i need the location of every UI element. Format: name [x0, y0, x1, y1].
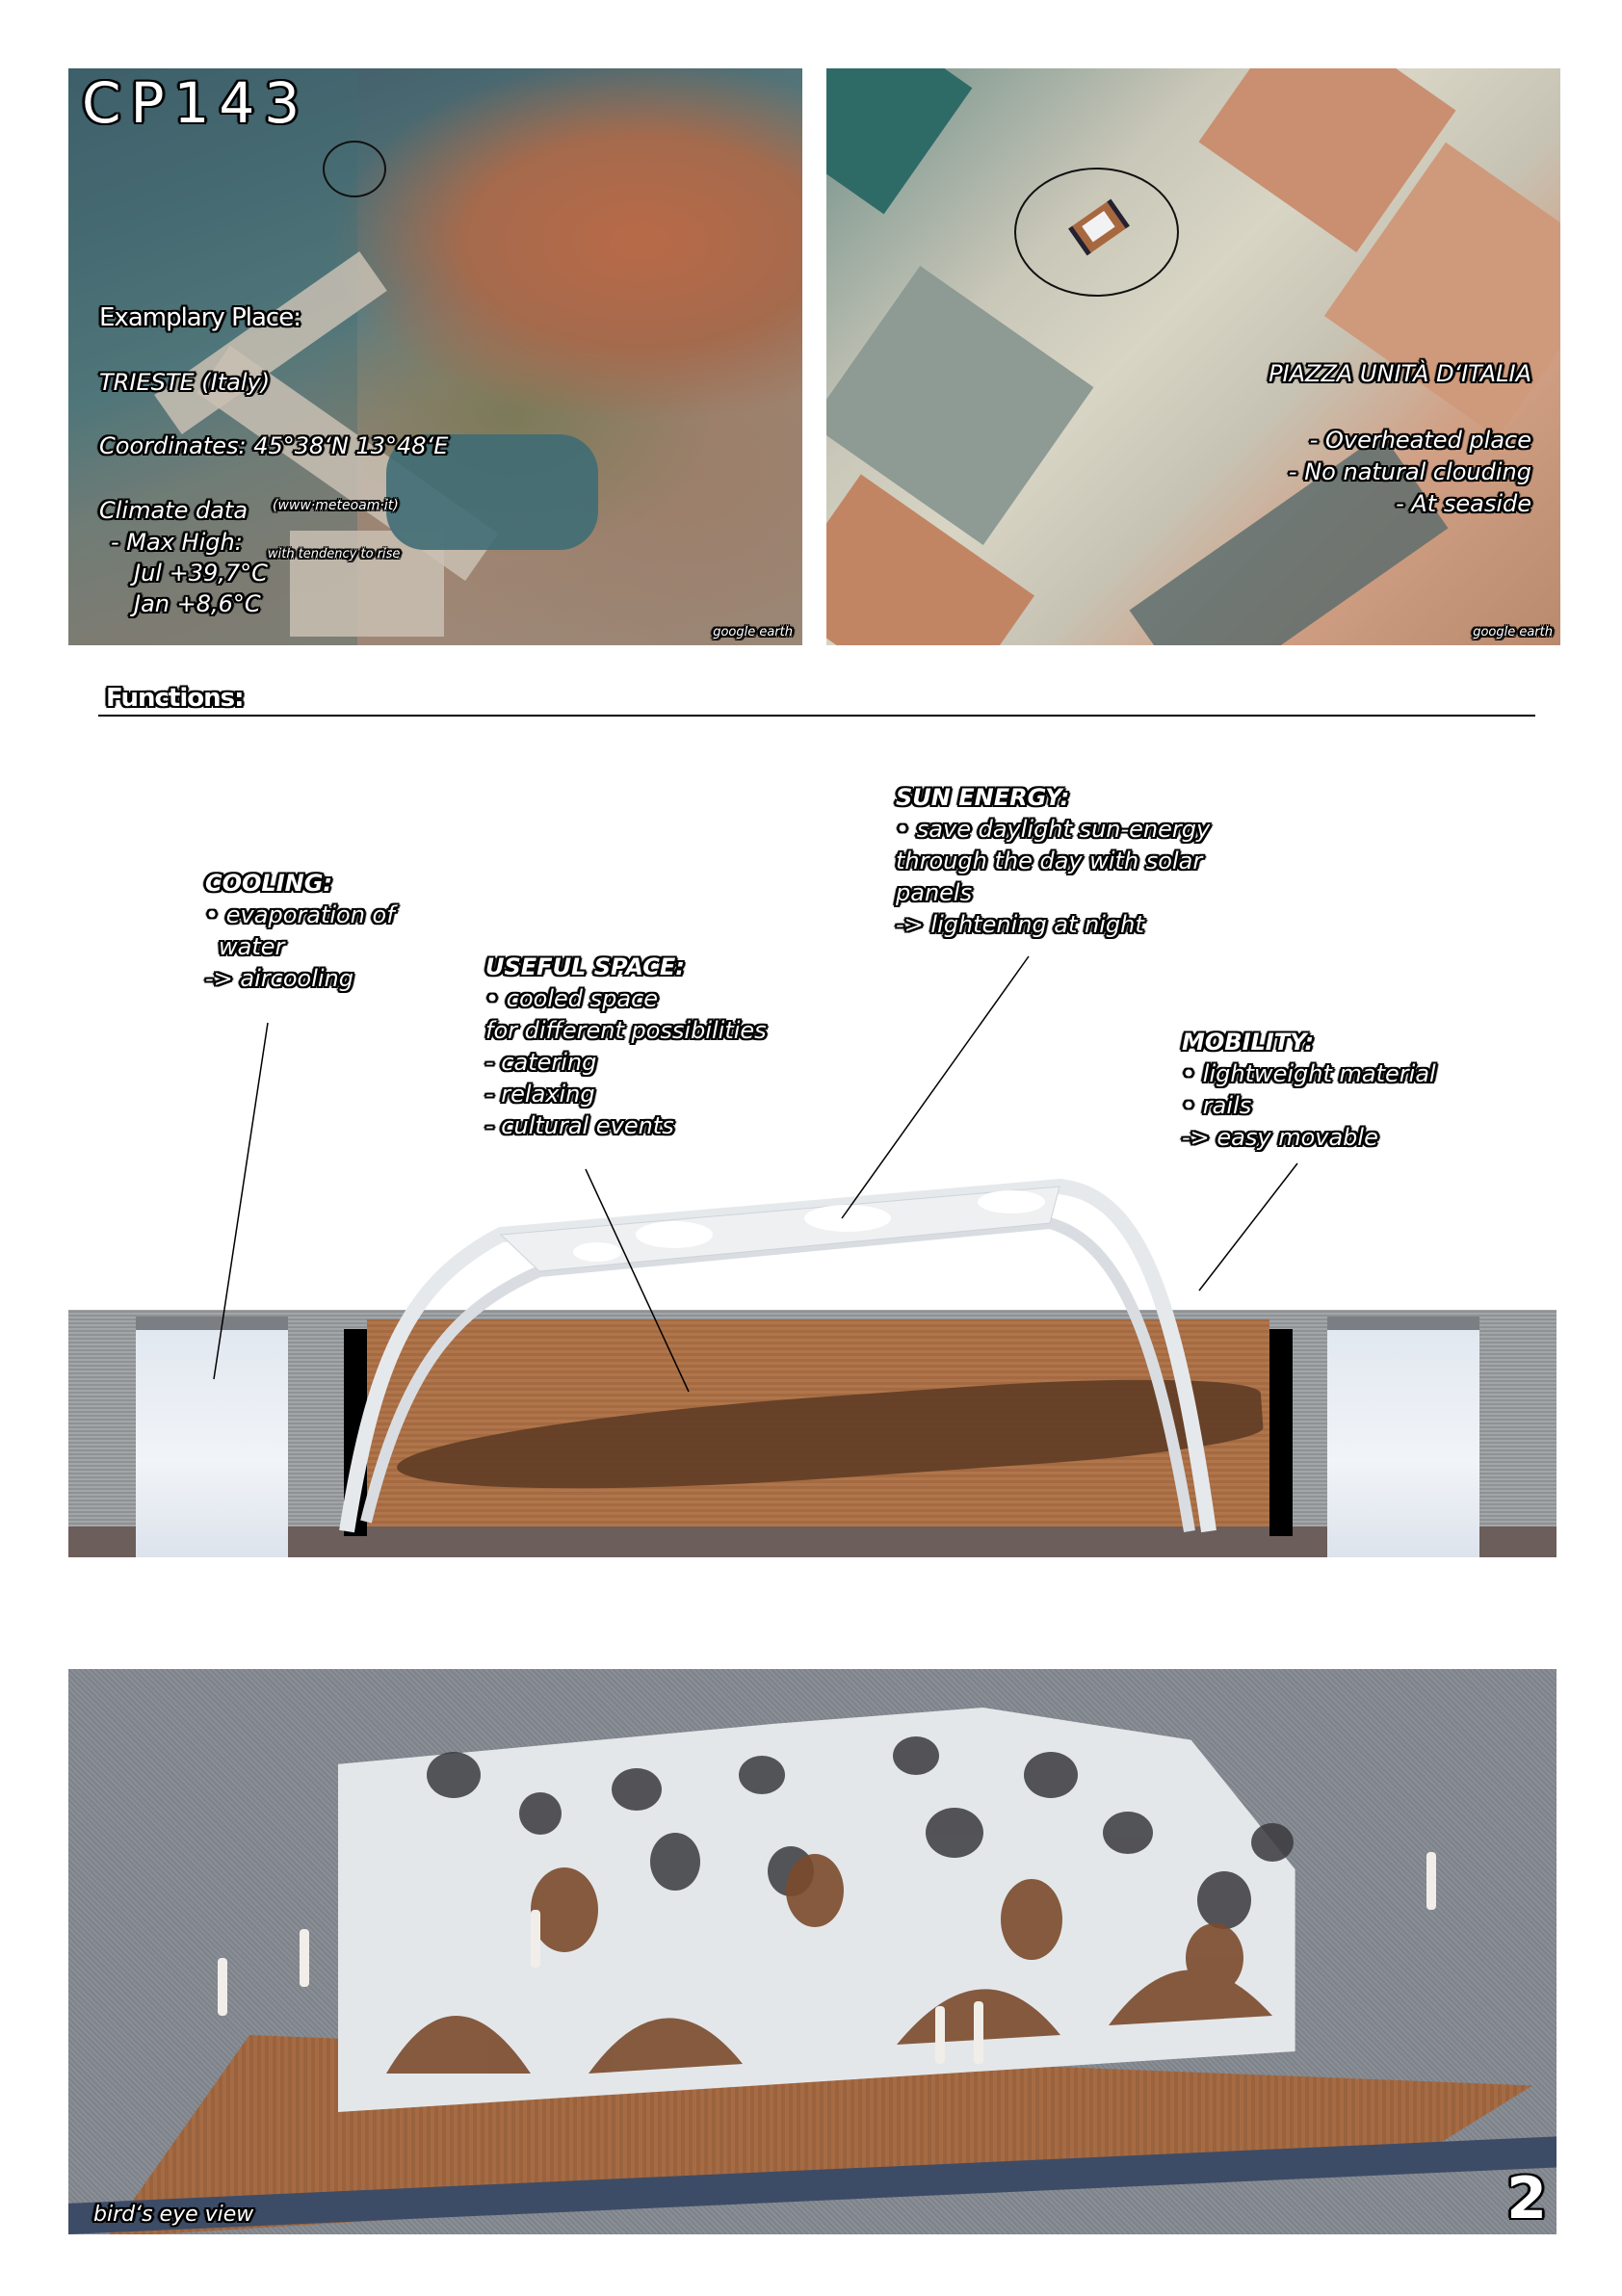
- tendency-note: with tendency to rise: [268, 547, 401, 561]
- google-earth-credit: google earth: [1473, 625, 1553, 639]
- note-line: panels: [896, 879, 973, 906]
- coordinates: Coordinates: 45°38‘N 13°48‘E: [99, 432, 449, 459]
- project-code: CP143: [82, 70, 310, 136]
- note-line: - relaxing: [485, 1081, 595, 1108]
- page-number: 2: [1506, 2165, 1547, 2232]
- note-line: -> easy movable: [1182, 1124, 1378, 1151]
- google-earth-credit: google earth: [713, 625, 793, 639]
- climate-data-label: Climate data: [99, 497, 249, 524]
- canopy-perforations: [68, 1669, 1557, 2234]
- note-line: water: [219, 933, 285, 960]
- july-temperature: Jul +39,7°C: [134, 560, 268, 587]
- note-line: • cooled space: [485, 985, 659, 1012]
- note-line: -> lightening at night: [896, 911, 1144, 938]
- note-line: for different possibilities: [485, 1017, 767, 1044]
- city-name: TRIESTE (Italy): [99, 369, 271, 396]
- note-line: -> aircooling: [205, 965, 353, 992]
- birds-eye-caption: bird‘s eye view: [93, 2203, 254, 2227]
- max-high-label: - Max High:: [111, 529, 243, 556]
- note-line: • evaporation of: [205, 901, 395, 928]
- note-line: - cultural events: [485, 1112, 674, 1139]
- note-heading: USEFUL SPACE:: [485, 953, 685, 980]
- note-line: • save daylight sun-energy: [896, 816, 1211, 843]
- note-heading: MOBILITY:: [1182, 1029, 1314, 1056]
- birds-eye-view-render: [68, 1669, 1557, 2234]
- note-line: through the day with solar: [896, 848, 1203, 874]
- functions-heading: Functions:: [106, 684, 244, 713]
- note-heading: SUN ENERGY:: [896, 784, 1070, 811]
- place-name: PIAZZA UNITÀ D‘ITALIA: [1269, 360, 1531, 387]
- note-line: - catering: [485, 1049, 597, 1076]
- january-temperature: Jan +8,6°C: [134, 590, 261, 617]
- canopy-structure: [347, 1187, 1209, 1531]
- issue-item: - At seaside: [1396, 490, 1531, 517]
- note-line: • lightweight material: [1182, 1060, 1436, 1087]
- issue-item: - Overheated place: [1309, 427, 1531, 454]
- note-heading: COOLING:: [205, 870, 333, 897]
- note-line: • rails: [1182, 1092, 1252, 1119]
- issue-item: - No natural clouding: [1288, 458, 1531, 485]
- exemplary-place-label: Examplary Place:: [99, 303, 301, 332]
- climate-source: (www·meteoam·it): [273, 498, 399, 513]
